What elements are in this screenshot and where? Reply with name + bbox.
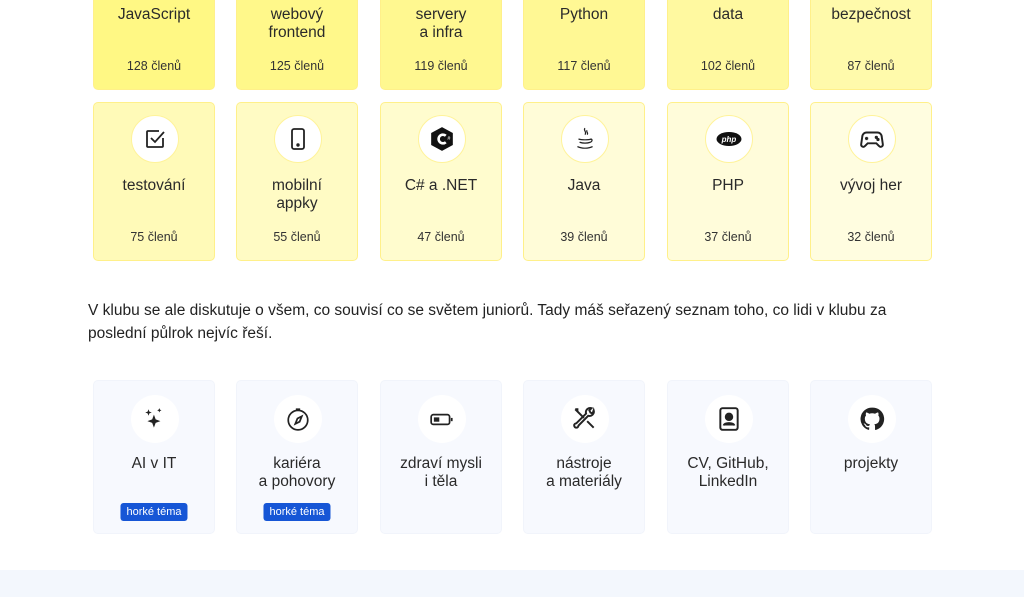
topic-title: kariéra a pohovory [258,455,336,490]
intro-paragraph: V klubu se ale diskutuje o všem, co souvisí co se světem juniorů. Tady máš seřazený seznam toho, co lidi v klubu za poslední půlrok nejvíc řeší. [88,302,887,342]
gamepad-icon [848,115,896,163]
topic-card-c-a-net[interactable] [380,102,502,261]
compass-icon [274,395,322,443]
svg-text:#: # [447,136,451,143]
topic-card-servery-a-infra[interactable] [380,0,502,90]
footer-band [0,570,1024,597]
topic-card-ai-v-it[interactable] [93,380,215,534]
topic-card-nastroje-a-materialy[interactable] [523,380,645,534]
topic-title: servery a infra [415,6,467,41]
php-icon [705,115,753,163]
topic-card-python[interactable] [523,0,645,90]
topic-title: Java [567,177,601,194]
battery-icon [418,395,466,443]
topic-card-java[interactable] [523,102,645,261]
member-count: 119 členů [414,59,468,73]
topic-card-cv-github-linkedin[interactable] [667,380,789,534]
member-count: 117 členů [557,59,611,73]
topic-title: zdraví mysli i těla [400,455,482,490]
tools-icon [561,395,609,443]
topic-title: nástroje a materiály [546,455,622,490]
smartphone-icon [274,115,322,163]
topic-title: C# a .NET [404,177,478,194]
topic-title: bezpečnost [831,6,911,23]
topic-card-testovani[interactable] [93,102,215,261]
topic-card-javascript[interactable] [93,0,215,90]
topic-title: Python [559,6,609,23]
checkbox-icon [131,115,179,163]
topic-card-projekty[interactable] [810,380,932,534]
hot-topic-badge: horké téma [120,503,187,521]
topic-title: projekty [843,455,899,472]
id-badge-icon [705,395,753,443]
member-count: 125 členů [269,59,325,73]
topic-title: vývoj her [839,177,903,194]
topic-card-mobilni-appky[interactable] [236,102,358,261]
topic-card-bezpecnost[interactable] [810,0,932,90]
csharp-icon [418,115,466,163]
topic-card-zdravi-mysli-i-tela[interactable] [380,380,502,534]
topic-card-kariera-a-pohovory[interactable] [236,380,358,534]
topic-title: AI v IT [131,455,177,472]
java-icon [561,115,609,163]
sparkles-icon [131,395,179,443]
member-count: 47 členů [417,230,465,244]
topic-title: data [712,6,744,23]
topic-card-data[interactable] [667,0,789,90]
topic-title: webový frontend [268,6,326,41]
topic-title: mobilní appky [272,177,322,212]
hot-topic-badge: horké téma [263,503,330,521]
member-count: 75 členů [130,230,178,244]
topic-card-php[interactable] [667,102,789,261]
svg-text:php: php [721,135,737,144]
member-count: 87 členů [847,59,895,73]
github-icon [848,395,896,443]
member-count: 37 členů [704,230,752,244]
topic-title: testování [122,177,186,194]
member-count: 102 členů [700,59,756,73]
topic-title: CV, GitHub, LinkedIn [687,455,769,490]
topic-title: JavaScript [117,6,191,23]
member-count: 39 členů [560,230,608,244]
topic-card-vyvoj-her[interactable] [810,102,932,261]
member-count: 128 členů [126,59,182,73]
topic-card-webovy-frontend[interactable] [236,0,358,90]
member-count: 55 členů [273,230,321,244]
topic-title: PHP [712,177,744,194]
member-count: 32 členů [847,230,895,244]
